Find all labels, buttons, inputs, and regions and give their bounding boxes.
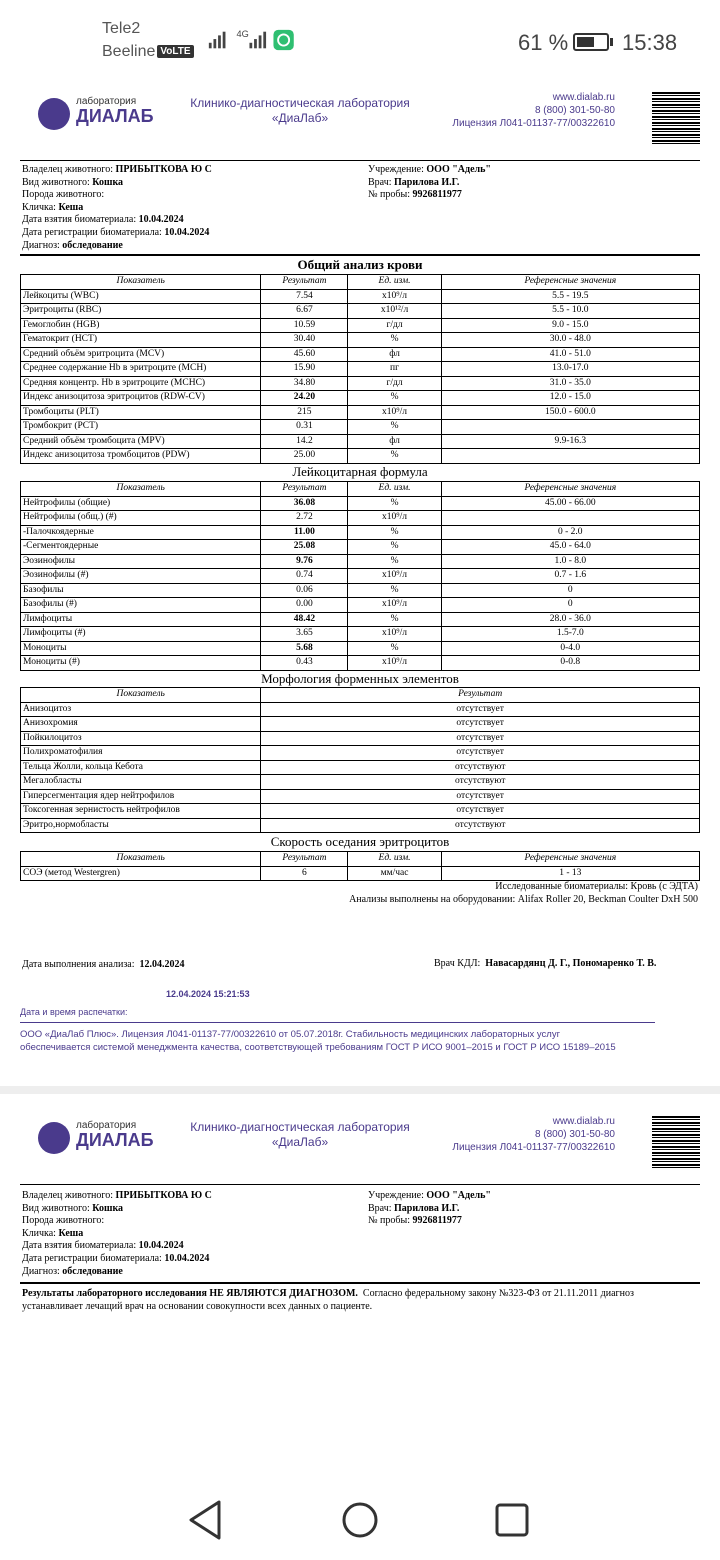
leuko-title: Лейкоцитарная формула	[292, 464, 428, 479]
volte-badge: VoLTE	[157, 45, 193, 58]
value-cell: 31.0 - 35.0	[441, 376, 699, 391]
license-footer: ООО «ДиаЛаб Плюс». Лицензия Л041-01137-77/00322610 от 05.07.2018г. Стабильность медицинских лабораторных услуг обеспечивается системой менеджмента качества, соответствующей требованиям ГОСТ Р ИСО 9001–2015 и ГОСТ Р ИСО 15189–2015	[20, 1029, 616, 1053]
institution-info-page2: Учреждение: ООО "Адель" Врач: Парилова И.Г. № пробы: 9926811977	[368, 1190, 491, 1227]
table-row	[21, 391, 700, 406]
param-cell: Нейтрофилы (общие)	[21, 496, 261, 511]
patient-info-page2: Владелец животного: ПРИБЫТКОВА Ю С Вид животного: Кошка Порода животного: Кличка: Кеша Дата взятия биоматериала: 10.04.2024 Дата регистрации биоматериала: 10.04.2024 Диагноз: обследование	[22, 1190, 212, 1277]
column-header: Референсные значения	[441, 852, 699, 867]
value-cell: 0 - 2.0	[441, 525, 699, 540]
carrier-2: Beeline VoLTE	[102, 43, 194, 61]
table-header-row	[21, 852, 700, 867]
value-cell: 150.0 - 600.0	[441, 405, 699, 420]
param-cell: Гиперсегментация ядер нейтрофилов	[21, 789, 261, 804]
value-cell: x10⁹/л	[348, 598, 441, 613]
cbc-title: Общий анализ крови	[297, 257, 423, 272]
value-cell	[441, 420, 699, 435]
value-cell: 0-0.8	[441, 656, 699, 671]
param-cell: Среднее содержание Hb в эритроците (MCH)	[21, 362, 261, 377]
param-cell: Средний объём тромбоцита (MPV)	[21, 434, 261, 449]
value-cell: 5.68	[261, 641, 348, 656]
table-row	[21, 434, 700, 449]
value-cell: пг	[348, 362, 441, 377]
param-cell: Эритроциты (RBC)	[21, 304, 261, 319]
value-cell: 1 - 13	[441, 866, 699, 881]
lab-title: Клинико-диагностическая лаборатория «ДиаЛаб»	[190, 96, 410, 125]
table-row	[21, 525, 700, 540]
value-cell: 0.74	[261, 569, 348, 584]
value-cell: 7.54	[261, 289, 348, 304]
table-row	[21, 702, 700, 717]
value-cell: x10¹²/л	[348, 304, 441, 319]
table-row	[21, 583, 700, 598]
param-cell: Индекс анизоцитоза эритроцитов (RDW-CV)	[21, 391, 261, 406]
table-row	[21, 656, 700, 671]
value-cell: 1.0 - 8.0	[441, 554, 699, 569]
lab-contacts: www.dialab.ru 8 (800) 301-50-80 Лицензия Л041-01137-77/00322610	[452, 92, 615, 129]
param-cell: Лимфоциты (#)	[21, 627, 261, 642]
value-cell: отсутствует	[261, 746, 700, 761]
value-cell: 3.65	[261, 627, 348, 642]
value-cell: %	[348, 525, 441, 540]
value-cell: x10⁹/л	[348, 656, 441, 671]
table-row	[21, 804, 700, 819]
value-cell: 14.2	[261, 434, 348, 449]
value-cell: 15.90	[261, 362, 348, 377]
lab-header-page2: лаборатория ДИАЛАБ Клинико-диагностическая лаборатория «ДиаЛаб» www.dialab.ru 8 (800) 301-50-80 Лицензия Л041-01137-77/00322610	[0, 1112, 720, 1182]
institution-info: Учреждение: ООО "Адель" Врач: Парилова И.Г. № пробы: 9926811977	[368, 164, 491, 201]
value-cell: 45.60	[261, 347, 348, 362]
table-row	[21, 304, 700, 319]
value-cell: 13.0-17.0	[441, 362, 699, 377]
battery-icon	[573, 33, 609, 51]
signal-icons	[205, 28, 305, 52]
value-cell: отсутствует	[261, 702, 700, 717]
table-row	[21, 818, 700, 833]
table-row	[21, 420, 700, 435]
column-header: Показатель	[21, 688, 261, 703]
table-row	[21, 318, 700, 333]
value-cell: 5.5 - 10.0	[441, 304, 699, 319]
table-row	[21, 449, 700, 464]
clock: 15:38	[622, 30, 678, 55]
logo-text: ДИАЛАБ	[76, 106, 154, 126]
table-row	[21, 641, 700, 656]
value-cell: 0	[441, 598, 699, 613]
value-cell: 10.59	[261, 318, 348, 333]
dialab-logo-icon	[38, 1122, 70, 1154]
value-cell: 36.08	[261, 496, 348, 511]
param-cell: Нейтрофилы (общ.) (#)	[21, 511, 261, 526]
param-cell: СОЭ (метод Westergren)	[21, 866, 261, 881]
value-cell: 9.9-16.3	[441, 434, 699, 449]
value-cell: г/дл	[348, 376, 441, 391]
value-cell: 30.0 - 48.0	[441, 333, 699, 348]
param-cell: -Сегментоядерные	[21, 540, 261, 555]
column-header: Показатель	[21, 275, 261, 290]
param-cell: Гемоглобин (HGB)	[21, 318, 261, 333]
value-cell: %	[348, 391, 441, 406]
value-cell: 12.0 - 15.0	[441, 391, 699, 406]
value-cell: 215	[261, 405, 348, 420]
value-cell: %	[348, 554, 441, 569]
value-cell	[441, 449, 699, 464]
table-row	[21, 362, 700, 377]
app-notification-icon	[273, 30, 293, 50]
value-cell: x10⁹/л	[348, 627, 441, 642]
logo-small-text: лаборатория	[76, 96, 137, 107]
column-header: Ед. изм.	[348, 482, 441, 497]
value-cell	[441, 511, 699, 526]
network-type: 4G	[236, 29, 249, 40]
value-cell: 48.42	[261, 612, 348, 627]
value-cell: %	[348, 641, 441, 656]
table-row	[21, 789, 700, 804]
done-date: Дата выполнения анализа: 12.04.2024	[22, 959, 185, 970]
value-cell: 9.0 - 15.0	[441, 318, 699, 333]
value-cell: отсутствует	[261, 789, 700, 804]
value-cell: фл	[348, 347, 441, 362]
value-cell: %	[348, 420, 441, 435]
table-header-row	[21, 275, 700, 290]
value-cell: 6.67	[261, 304, 348, 319]
table-row	[21, 289, 700, 304]
column-header: Результат	[261, 482, 348, 497]
column-header: Показатель	[21, 482, 261, 497]
value-cell: 30.40	[261, 333, 348, 348]
param-cell: Базофилы	[21, 583, 261, 598]
print-datetime: 12.04.2024 15:21:53	[166, 989, 250, 999]
value-cell: 25.08	[261, 540, 348, 555]
value-cell: фл	[348, 434, 441, 449]
barcode	[652, 1116, 700, 1170]
value-cell: 0.43	[261, 656, 348, 671]
value-cell: 0.31	[261, 420, 348, 435]
param-cell: Эритро,нормобласты	[21, 818, 261, 833]
table-row	[21, 746, 700, 761]
material-note: Исследованные биоматериалы: Кровь (с ЭДТА)	[495, 881, 698, 892]
table-row	[21, 347, 700, 362]
value-cell: 45.0 - 64.0	[441, 540, 699, 555]
kdl-doctor: Врач КДЛ: Навасардянц Д. Г., Пономаренко Т. В.	[434, 958, 657, 969]
carrier-1: Tele2	[102, 20, 141, 37]
value-cell: отсутствуют	[261, 818, 700, 833]
home-circle-icon[interactable]	[344, 1504, 376, 1536]
value-cell: %	[348, 496, 441, 511]
param-cell: Анизохромия	[21, 717, 261, 732]
value-cell: 25.00	[261, 449, 348, 464]
value-cell: %	[348, 449, 441, 464]
value-cell: отсутствует	[261, 717, 700, 732]
table-row	[21, 775, 700, 790]
value-cell: x10⁹/л	[348, 511, 441, 526]
table-row	[21, 717, 700, 732]
value-cell: x10⁹/л	[348, 569, 441, 584]
cbc-table	[20, 274, 700, 464]
value-cell: 11.00	[261, 525, 348, 540]
column-header: Результат	[261, 275, 348, 290]
column-header: Ед. изм.	[348, 275, 441, 290]
param-cell: Гематокрит (HCT)	[21, 333, 261, 348]
lab-header	[0, 88, 720, 158]
recents-square-icon[interactable]	[497, 1505, 527, 1535]
table-row	[21, 731, 700, 746]
patient-info: Владелец животного: ПРИБЫТКОВА Ю С Вид животного: Кошка Порода животного: Кличка: Кеша Дата взятия биоматериала: 10.04.2024 Дата регистрации биоматериала: 10.04.2024 Диагноз: обследование	[22, 164, 212, 251]
value-cell: 41.0 - 51.0	[441, 347, 699, 362]
column-header: Ед. изм.	[348, 852, 441, 867]
table-row	[21, 612, 700, 627]
esr-table	[20, 851, 700, 881]
param-cell: Моноциты (#)	[21, 656, 261, 671]
param-cell: Полихроматофилия	[21, 746, 261, 761]
param-cell: Средняя концентр. Hb в эритроците (MCHC)	[21, 376, 261, 391]
value-cell: мм/час	[348, 866, 441, 881]
equipment-note: Анализы выполнены на оборудовании: Alifax Roller 20, Beckman Coulter DxH 500	[349, 894, 698, 905]
value-cell: г/дл	[348, 318, 441, 333]
morph-table	[20, 687, 700, 833]
value-cell: 0.7 - 1.6	[441, 569, 699, 584]
table-row	[21, 760, 700, 775]
table-row	[21, 569, 700, 584]
value-cell: x10⁹/л	[348, 289, 441, 304]
barcode	[652, 92, 700, 146]
value-cell: отсутствуют	[261, 775, 700, 790]
status-bar	[0, 0, 720, 80]
param-cell: Эозинофилы	[21, 554, 261, 569]
param-cell: Тромбоциты (PLT)	[21, 405, 261, 420]
table-row	[21, 598, 700, 613]
param-cell: Тромбокрит (PCT)	[21, 420, 261, 435]
column-header: Референсные значения	[441, 275, 699, 290]
column-header: Результат	[261, 852, 348, 867]
param-cell: Токсогенная зернистость нейтрофилов	[21, 804, 261, 819]
value-cell: x10⁹/л	[348, 405, 441, 420]
value-cell: 24.20	[261, 391, 348, 406]
value-cell: 1.5-7.0	[441, 627, 699, 642]
table-row	[21, 496, 700, 511]
table-row	[21, 627, 700, 642]
table-row	[21, 405, 700, 420]
value-cell: %	[348, 333, 441, 348]
table-row	[21, 511, 700, 526]
dialab-logo-icon	[38, 98, 70, 130]
column-header: Показатель	[21, 852, 261, 867]
back-triangle-icon[interactable]	[191, 1502, 219, 1538]
value-cell: %	[348, 583, 441, 598]
value-cell: 5.5 - 19.5	[441, 289, 699, 304]
param-cell: Лейкоциты (WBC)	[21, 289, 261, 304]
table-row	[21, 554, 700, 569]
value-cell: 0	[441, 583, 699, 598]
table-header-row	[21, 482, 700, 497]
morph-title: Морфология форменных элементов	[261, 671, 459, 686]
table-row	[21, 866, 700, 881]
value-cell: 45.00 - 66.00	[441, 496, 699, 511]
leuko-table	[20, 481, 700, 671]
value-cell: 0.06	[261, 583, 348, 598]
value-cell: 0.00	[261, 598, 348, 613]
param-cell: Базофилы (#)	[21, 598, 261, 613]
value-cell: отсутствует	[261, 731, 700, 746]
value-cell: 28.0 - 36.0	[441, 612, 699, 627]
value-cell: 34.80	[261, 376, 348, 391]
print-label: Дата и время распечатки:	[20, 1007, 128, 1017]
value-cell: 2.72	[261, 511, 348, 526]
param-cell: Средний объём эритроцита (MCV)	[21, 347, 261, 362]
esr-title: Скорость оседания эритроцитов	[270, 834, 450, 849]
value-cell: 9.76	[261, 554, 348, 569]
param-cell: -Палочкоядерные	[21, 525, 261, 540]
table-row	[21, 333, 700, 348]
value-cell: 6	[261, 866, 348, 881]
value-cell: отсутствует	[261, 804, 700, 819]
param-cell: Эозинофилы (#)	[21, 569, 261, 584]
table-header-row	[21, 688, 700, 703]
table-row	[21, 540, 700, 555]
param-cell: Лимфоциты	[21, 612, 261, 627]
navigation-bar	[0, 1480, 720, 1560]
battery-percent: 61 %	[518, 30, 569, 55]
table-row	[21, 376, 700, 391]
param-cell: Моноциты	[21, 641, 261, 656]
value-cell: отсутствуют	[261, 760, 700, 775]
param-cell: Индекс анизоцитоза тромбоцитов (PDW)	[21, 449, 261, 464]
value-cell: 0-4.0	[441, 641, 699, 656]
disclaimer: Результаты лабораторного исследования НЕ ЯВЛЯЮТСЯ ДИАГНОЗОМ. Согласно федеральному закону №323-ФЗ от 21.11.2011 диагноз устанавливает лечащий врач на основании совокупности всех данных о пациенте.	[22, 1288, 634, 1312]
param-cell: Тельца Жолли, кольца Кебота	[21, 760, 261, 775]
param-cell: Анизоцитоз	[21, 702, 261, 717]
column-header: Референсные значения	[441, 482, 699, 497]
value-cell: %	[348, 540, 441, 555]
param-cell: Мегалобласты	[21, 775, 261, 790]
column-header: Результат	[261, 688, 700, 703]
param-cell: Пойкилоцитоз	[21, 731, 261, 746]
value-cell: %	[348, 612, 441, 627]
